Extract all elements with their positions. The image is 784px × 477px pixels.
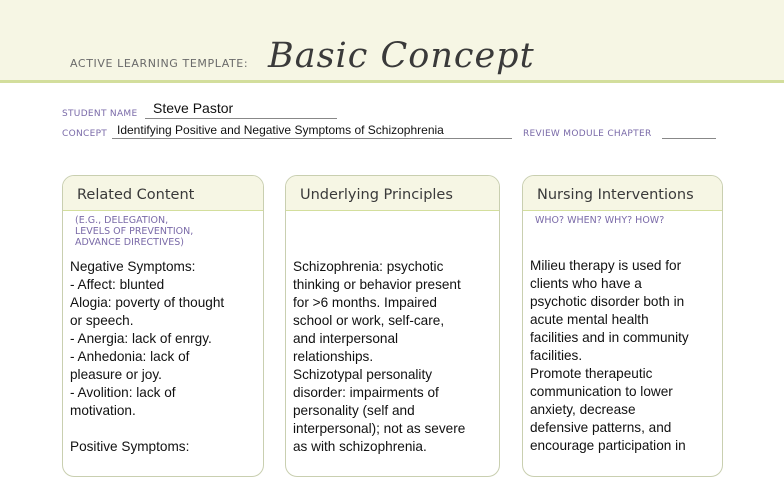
body-line: for >6 months. Impaired xyxy=(293,295,437,310)
body-line: interpersonal); not as severe xyxy=(293,421,466,436)
body-line: anxiety, decrease xyxy=(530,402,636,417)
student-name-line xyxy=(145,118,337,119)
body-line: thinking or behavior present xyxy=(293,277,461,292)
nursing-interventions-body[interactable] xyxy=(530,257,689,455)
body-line: defensive patterns, and xyxy=(530,420,672,435)
underlying-principles-header xyxy=(286,176,499,211)
body-line: acute mental health xyxy=(530,312,649,327)
body-line: Positive Symptoms: xyxy=(70,439,190,454)
body-line: relationships. xyxy=(293,349,374,364)
underlying-principles-card xyxy=(285,175,500,477)
body-line: school or work, self-care, xyxy=(293,313,445,328)
body-line: facilities and in community xyxy=(530,330,689,345)
body-line: pleasure or joy. xyxy=(70,367,162,382)
body-line: disorder: impairments of xyxy=(293,385,439,400)
body-line: - Anergia: lack of enrgy. xyxy=(70,331,212,346)
body-line: facilities. xyxy=(530,348,583,363)
body-line: - Avolition: lack of xyxy=(70,385,176,400)
concept-value[interactable]: Identifying Positive and Negative Symptoms of Schizophrenia xyxy=(117,123,444,137)
body-line: clients who have a xyxy=(530,276,642,291)
body-line: personality (self and xyxy=(293,403,415,418)
body-line xyxy=(70,420,224,438)
body-line: psychotic disorder both in xyxy=(530,294,685,309)
subtitle-line: LEVELS OF PREVENTION, xyxy=(75,226,194,237)
underlying-principles-title: Underlying Principles xyxy=(300,187,453,203)
body-line: communication to lower xyxy=(530,384,673,399)
body-line: Negative Symptoms: xyxy=(70,259,196,274)
review-module-label: REVIEW MODULE CHAPTER xyxy=(523,129,652,139)
body-line: Schizophrenia: psychotic xyxy=(293,259,444,274)
related-content-subtitle xyxy=(75,215,193,248)
student-name-label: STUDENT NAME xyxy=(62,109,138,119)
concept-label: CONCEPT xyxy=(62,129,108,139)
review-module-line[interactable] xyxy=(662,138,716,139)
body-line: Promote therapeutic xyxy=(530,366,653,381)
related-content-card xyxy=(62,175,264,477)
nursing-interventions-subtitle: WHO? WHEN? WHY? HOW? xyxy=(535,215,665,226)
body-line: - Affect: blunted xyxy=(70,277,165,292)
subtitle-line: ADVANCE DIRECTIVES) xyxy=(75,237,184,248)
nursing-interventions-title: Nursing Interventions xyxy=(537,187,694,203)
student-name-value[interactable]: Steve Pastor xyxy=(153,100,234,116)
body-line: and interpersonal xyxy=(293,331,399,346)
template-label: ACTIVE LEARNING TEMPLATE: xyxy=(70,57,249,70)
page-title: Basic Concept xyxy=(268,36,535,76)
related-content-body[interactable] xyxy=(70,258,224,456)
concept-line xyxy=(112,138,512,139)
body-line: Milieu therapy is used for xyxy=(530,258,682,273)
body-line: motivation. xyxy=(70,403,136,418)
nursing-interventions-header xyxy=(523,176,722,211)
body-line: - Anhedonia: lack of xyxy=(70,349,190,364)
nursing-interventions-card xyxy=(522,175,723,477)
related-content-header xyxy=(63,176,263,211)
body-line: Alogia: poverty of thought xyxy=(70,295,225,310)
related-content-title: Related Content xyxy=(77,187,195,203)
body-line: or speech. xyxy=(70,313,134,328)
body-line: Schizotypal personality xyxy=(293,367,433,382)
body-line: as with schizophrenia. xyxy=(293,439,427,454)
subtitle-line: (E.G., DELEGATION, xyxy=(75,215,169,226)
underlying-principles-body[interactable] xyxy=(293,258,465,456)
body-line: encourage participation in xyxy=(530,438,686,453)
